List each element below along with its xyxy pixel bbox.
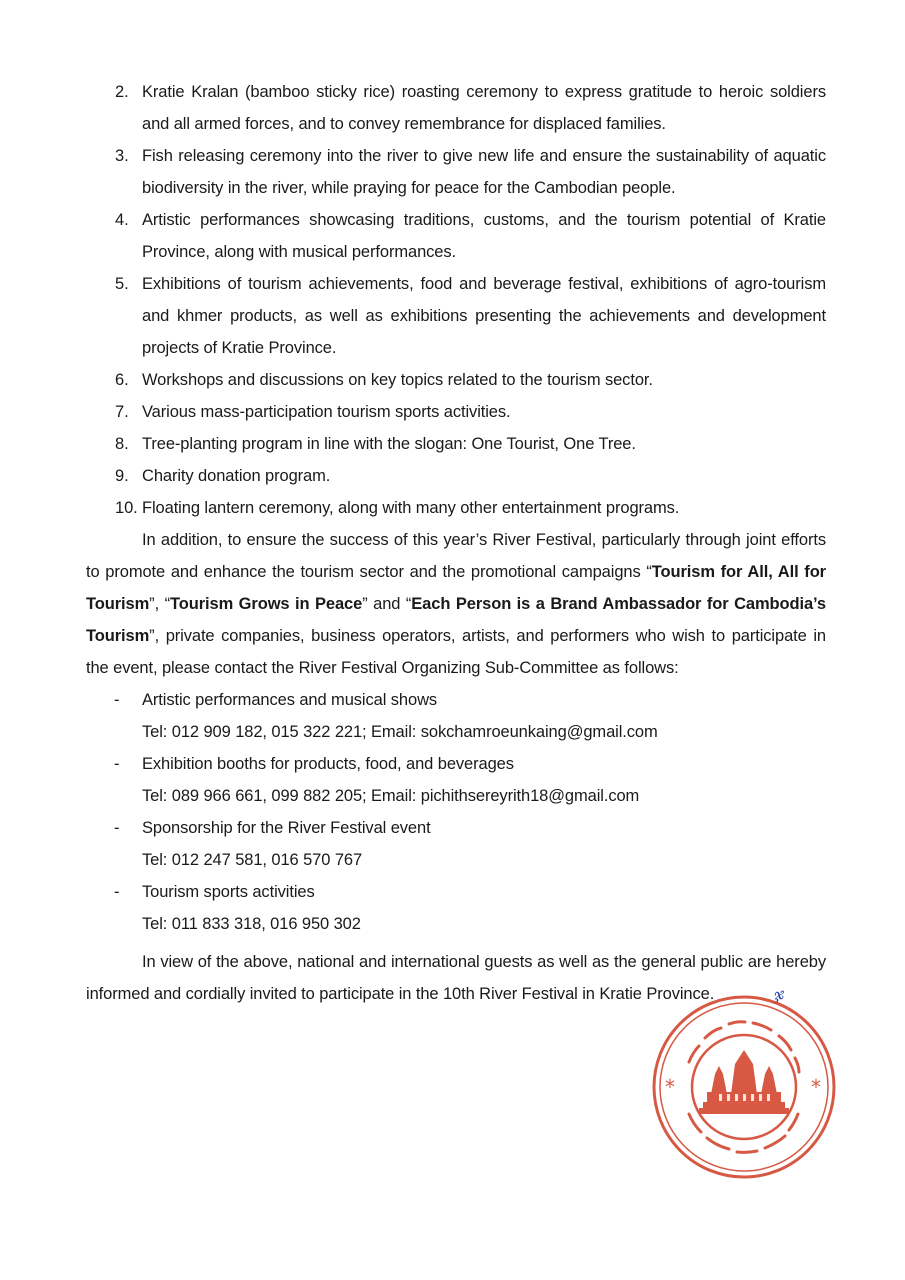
item-number: 10. <box>115 499 138 517</box>
dash-bullet: - <box>114 691 120 709</box>
item-text: Workshops and discussions on key topics related to the tourism sector. <box>142 371 653 389</box>
svg-text:*: * <box>665 1075 675 1099</box>
item-number: 2. <box>115 83 129 101</box>
document-page <box>86 76 826 1010</box>
item-text: Kratie Kralan (bamboo sticky rice) roasting ceremony to express gratitude to heroic soldiers and all armed forces, and to convey remembrance for displaced families. <box>142 83 826 133</box>
dash-bullet: - <box>114 819 120 837</box>
item-text: Floating lantern ceremony, along with many other entertainment programs. <box>142 499 680 517</box>
quote-mark: ” <box>149 627 155 645</box>
activity-item <box>86 204 826 268</box>
dash-bullet: - <box>114 883 120 901</box>
contact-title: Artistic performances and musical shows <box>142 691 438 709</box>
contact-item <box>86 876 826 940</box>
contact-item <box>86 684 826 748</box>
quote-mark: “ <box>405 595 412 613</box>
quote-mark: “ <box>646 563 652 581</box>
campaign-slogan-1: Tourism for All, All for Tourism <box>86 563 826 613</box>
paragraph-outro: , private companies, business operators, artists, and performers who wish to participate in the event, please contact the River Festival Organizing Sub-Committee as follows: <box>86 627 826 677</box>
item-number: 5. <box>115 275 129 293</box>
contact-phone-email: Tel: 012 909 182, 015 322 221; Email: sokchamroeunkaing@gmail.com <box>142 723 658 741</box>
campaign-slogan-3: Each Person is a Brand Ambassador for Cambodia’s Tourism <box>86 595 827 645</box>
contact-item <box>86 812 826 876</box>
quote-mark: ”, <box>149 595 165 613</box>
campaign-slogan-2: Tourism Grows in Peace <box>169 595 363 613</box>
activity-item <box>86 460 826 492</box>
contact-phone: Tel: 012 247 581, 016 570 767 <box>142 851 363 869</box>
quote-mark: ” and <box>362 595 406 613</box>
item-number: 4. <box>115 211 129 229</box>
item-number: 9. <box>115 467 129 485</box>
closing-text: In view of the above, national and international guests as well as the general public are hereby informed and cordially invited to participate in the 10th River Festival in Kratie Province. <box>86 953 826 1003</box>
dash-bullet: - <box>114 755 120 773</box>
contact-title: Tourism sports activities <box>142 883 315 901</box>
activity-item <box>86 268 826 364</box>
addition-paragraph <box>86 524 826 684</box>
festival-activities-list <box>86 76 826 524</box>
item-text: Charity donation program. <box>142 467 331 485</box>
item-text: Exhibitions of tourism achievements, food and beverage festival, exhibitions of agro-tourism and khmer products, as well as exhibitions presenting the achievements and development projects of Kratie Province. <box>142 275 826 357</box>
paragraph-intro: In addition, to ensure the success of this year’s River Festival, particularly through joint efforts to promote and enhance the tourism sector and the promotional campaigns <box>86 531 826 581</box>
activity-item <box>86 76 826 140</box>
svg-text:*: * <box>811 1075 821 1099</box>
activity-item <box>86 428 826 460</box>
contact-list <box>86 684 826 940</box>
item-text: Artistic performances showcasing traditions, customs, and the tourism potential of Kratie Province, along with musical performances. <box>142 211 826 261</box>
activity-item <box>86 140 826 204</box>
contact-phone-email: Tel: 089 966 661, 099 882 205; Email: pichithsereyrith18@gmail.com <box>142 787 640 805</box>
item-text: Various mass-participation tourism sports activities. <box>142 403 511 421</box>
item-text: Fish releasing ceremony into the river to give new life and ensure the sustainability of aquatic biodiversity in the river, while praying for peace for the Cambodian people. <box>142 147 826 197</box>
activity-item <box>86 396 826 428</box>
contact-item <box>86 748 826 812</box>
official-seal-icon <box>649 992 839 1182</box>
handwritten-initials-icon: ჯ <box>772 984 786 1004</box>
activity-item <box>86 492 826 524</box>
contact-title: Sponsorship for the River Festival event <box>142 819 431 837</box>
item-number: 6. <box>115 371 129 389</box>
item-text: Tree-planting program in line with the slogan: One Tourist, One Tree. <box>142 435 636 453</box>
quote-mark: “ <box>164 595 170 613</box>
activity-item <box>86 364 826 396</box>
item-number: 3. <box>115 147 129 165</box>
item-number: 7. <box>115 403 129 421</box>
item-number: 8. <box>115 435 129 453</box>
contact-phone: Tel: 011 833 318, 016 950 302 <box>142 915 361 933</box>
contact-title: Exhibition booths for products, food, and beverages <box>142 755 514 773</box>
